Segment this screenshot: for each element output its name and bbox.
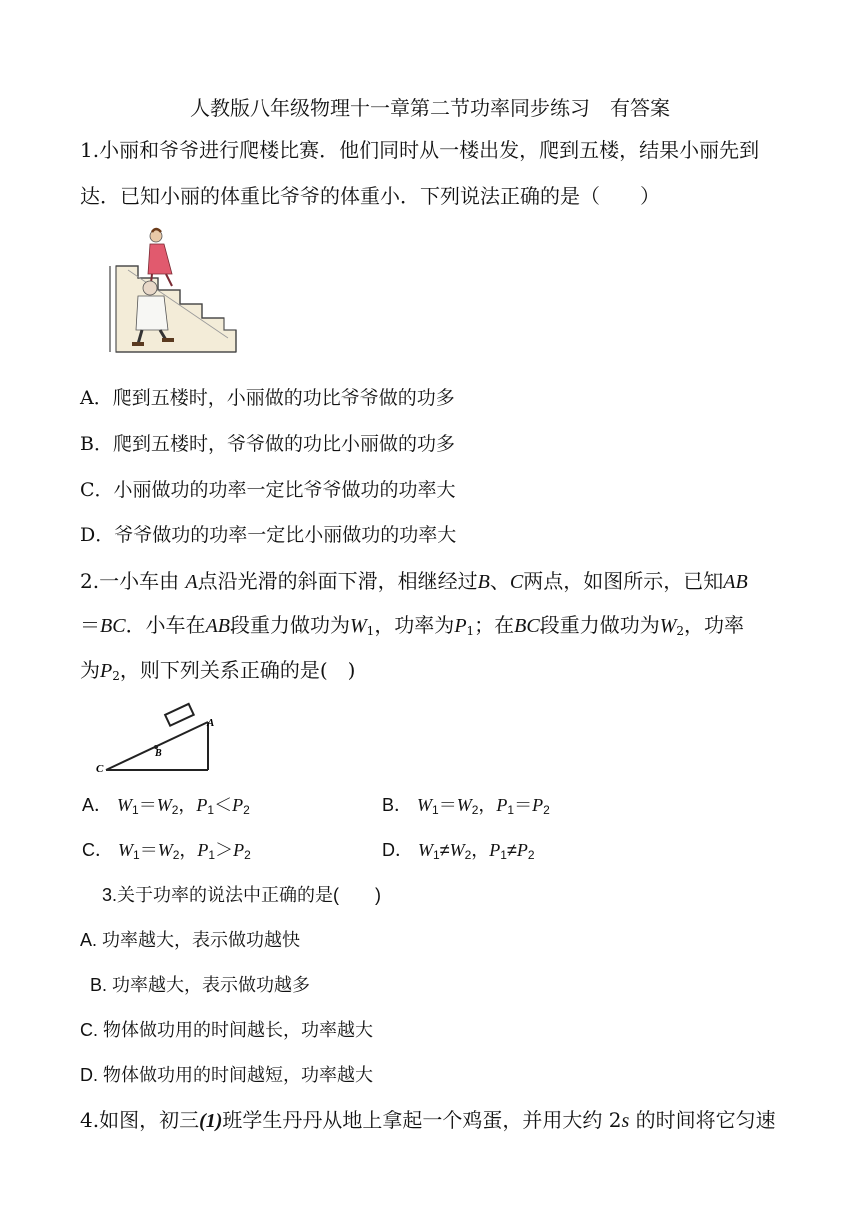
q1-option-d: D．爷爷做功的功率一定比小丽做功的功率大 (80, 524, 457, 546)
q2-stem-line2: ＝BC．小车在AB段重力做功为$W_1$，功率为$P_1$；在BC段重力做功为$W_2$，功率 (80, 613, 745, 638)
q1-stem-line2: 达．已知小丽的体重比爷爷的体重小．下列说法正确的是（ ） (80, 184, 660, 208)
q1-option-c: C．小丽做功的功率一定比爷爷做功的功率大 (80, 479, 456, 501)
q3-option-c: C. 物体做功用的时间越长，功率越大 (80, 1020, 373, 1040)
label-b: B (155, 748, 162, 759)
page-title: 人教版八年级物理十一章第二节功率同步练习 有答案 (190, 96, 670, 120)
stair-climbing-illustration (108, 226, 240, 362)
q3-option-d: D. 物体做功用的时间越短，功率越大 (80, 1065, 373, 1085)
q2-stem-line3: 为$P_2$，则下列关系正确的是( ) (80, 658, 356, 683)
q2-option-d: D． $W_1\ne W_2$，$P_1\ne P_2$ (382, 840, 535, 862)
q1-option-b: B．爬到五楼时，爷爷做的功比小丽做的功多 (80, 433, 455, 455)
q2-option-c: C． $W_1=W_2$，$P_1>P_2$ (82, 840, 251, 862)
q2-option-b: B． $W_1=W_2$，$P_1=P_2$ (382, 795, 550, 817)
q1-option-a: A．爬到五楼时，小丽做的功比爷爷做的功多 (80, 387, 455, 409)
q1-stem-line1: 1.小丽和爷爷进行爬楼比赛．他们同时从一楼出发，爬到五楼，结果小丽先到 (80, 138, 760, 162)
q3-option-a: A. 功率越大，表示做功越快 (80, 930, 301, 950)
incline-diagram (92, 700, 216, 778)
q4-stem-line1: 4.如图，初三(1)班学生丹丹从地上拿起一个鸡蛋，并用大约 2s 的时间将它匀速 (80, 1108, 776, 1132)
label-c: C (96, 763, 104, 775)
q2-stem-line1: 2.一小车由 A点沿光滑的斜面下滑，相继经过B、C两点，如图所示，已知AB (80, 569, 748, 593)
q3-stem: 3.关于功率的说法中正确的是( ) (102, 885, 381, 905)
q2-option-a: A． $W_1=W_2$，$P_1<P_2$ (82, 795, 250, 817)
label-a: A (207, 717, 215, 729)
q3-option-b: B. 功率越大，表示做功越多 (90, 975, 311, 995)
